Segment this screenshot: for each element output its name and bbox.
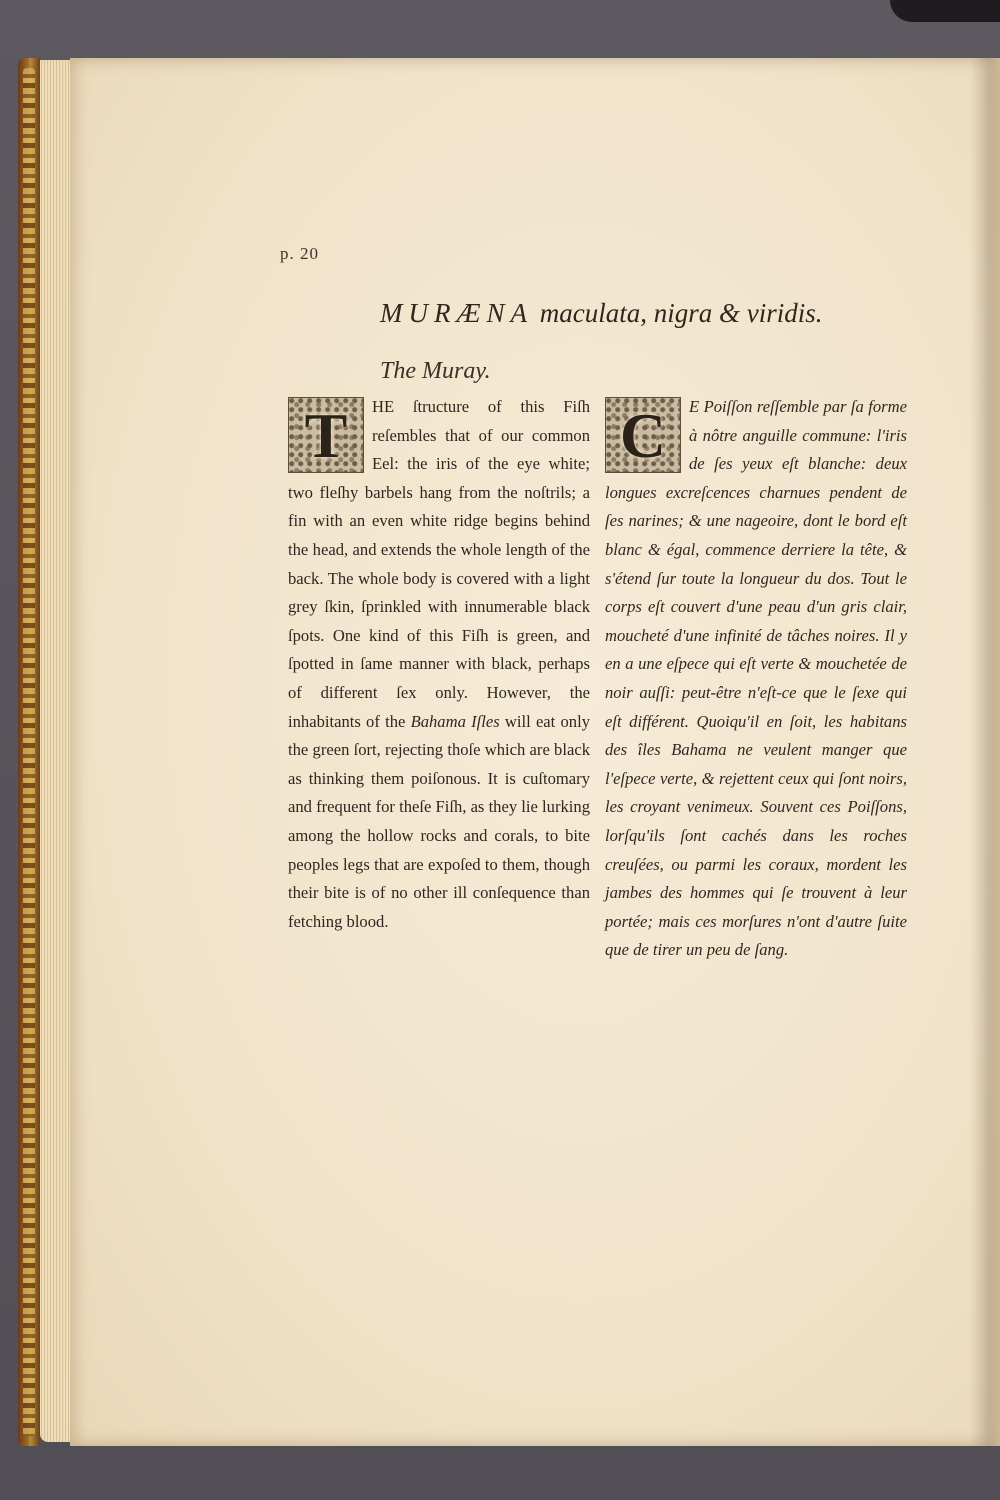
english-text-end: will eat only the green ſort, rejecting thoſe which are black as thinking them poiſonous. It is cuſtomary and frequent for theſe Fiſh, as they lie lurking among the hollow rocks and corals, to bite peoples legs that are expoſed to them, though their bite is of no other ill conſequence than fetching blood. bbox=[288, 711, 591, 931]
title-species: maculata, nigra & viridis. bbox=[539, 298, 823, 328]
page-title bbox=[380, 298, 900, 329]
book-spine bbox=[18, 58, 40, 1446]
dropcap-letter-french: C bbox=[619, 400, 667, 471]
french-column bbox=[605, 393, 907, 965]
title-genus: MURÆNA bbox=[380, 298, 533, 328]
gilt-ornament bbox=[23, 68, 35, 1436]
dropcap-ornament-french bbox=[605, 397, 681, 473]
dropcap-ornament bbox=[288, 397, 364, 473]
english-heading: The Muray. bbox=[380, 358, 491, 384]
english-paragraph bbox=[288, 393, 590, 936]
french-paragraph: E Poiſſon reſſemble par ſa forme à nôtre anguille commune: l'iris de ſes yeux eſt blanche: deux longues excreſcences charnues pendent de ſes narines; & une nageoire, dont le bord eſt blanc & égal, commence derriere la tête, & s'étend ſur toute la longueur du dos. Tout le corps eſt couvert d'une peau d'un gris clair, moucheté d'une infinité de tâches noires. Il y en a une eſpece qui eſt verte & mouchetée de noir auſſi: peut-être n'eſt-ce que le ſexe qui eſt différent. Quoiqu'il en ſoit, les habitans des îles Bahama ne veulent manger que l'eſpece verte, & rejettent ceux qui ſont noirs, les croyant venimeux. Souvent ces Poiſſons, lorſqu'ils ſont cachés dans les roches creuſées, ou parmi les coraux, mordent les jambes des hommes qui ſe trouvent à leur portée; mais ces morſures n'ont d'autre ſuite que de tirer un peu de ſang. bbox=[605, 397, 907, 960]
page-number: p. 20 bbox=[280, 244, 319, 263]
page-gutter-shadow bbox=[970, 58, 1000, 1446]
book-page bbox=[70, 58, 1000, 1446]
dark-corner-shadow bbox=[890, 0, 1000, 22]
dropcap-letter: T bbox=[304, 400, 348, 471]
place-name: Bahama Iſles bbox=[410, 711, 500, 731]
open-book bbox=[18, 58, 1000, 1446]
english-text-start: HE ſtructure of this Fiſh reſembles that of our common Eel: the iris of the eye white; two fleſhy barbels hang from the noſtrils; a fin with an even white ridge begins behind the head, and extends the whole length of the back. The whole body is covered with a light grey ſkin, ſprinkled with innumerable black ſpots. One kind of this Fiſh is green, and ſpotted in ſame manner with black, perhaps of different ſex only. However, the inhabitants of the bbox=[288, 397, 590, 731]
english-column bbox=[288, 393, 590, 936]
